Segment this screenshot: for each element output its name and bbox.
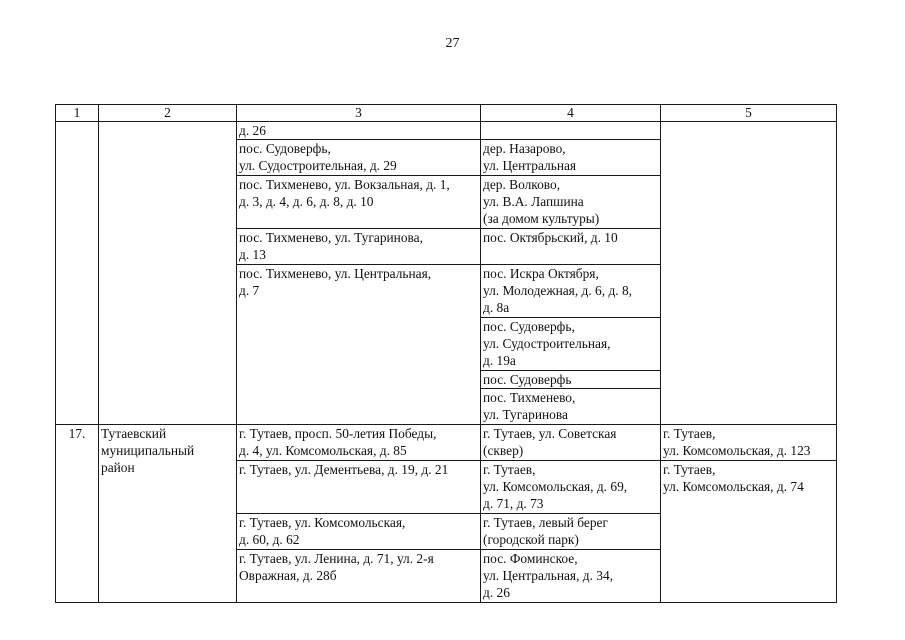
address-cell: пос. Тихменево, ул. Тугаринова, д. 13 <box>237 229 481 265</box>
address-cell: г. Тутаев, просп. 50-летия Победы, д. 4, ул. Комсомольская, д. 85 <box>237 425 481 461</box>
cont-num-cell <box>56 122 99 425</box>
address-cell: пос. Судоверфь, ул. Судостроительная, д. 29 <box>237 140 481 176</box>
header-col-2: 2 <box>99 105 237 122</box>
column-numbers-row <box>56 105 837 122</box>
location-cell: дер. Назарово, ул. Центральная <box>481 140 661 176</box>
cont-extra-cell <box>661 122 837 425</box>
address-cell: д. 26 <box>237 122 481 140</box>
location-cell: пос. Судоверфь <box>481 371 661 389</box>
table-row <box>56 122 837 140</box>
location-cell: пос. Фоминское, ул. Центральная, д. 34, д. 26 <box>481 550 661 603</box>
location-cell: пос. Тихменево, ул. Тугаринова <box>481 389 661 425</box>
location-cell: дер. Волково, ул. В.А. Лапшина (за домом культуры) <box>481 176 661 229</box>
address-cell: пос. Тихменево, ул. Центральная, д. 7 <box>237 265 481 425</box>
alt-location-cell: г. Тутаев, ул. Комсомольская, д. 123 <box>661 425 837 461</box>
header-col-3: 3 <box>237 105 481 122</box>
alt-location-cell: г. Тутаев, ул. Комсомольская, д. 74 <box>661 461 837 603</box>
district-number: 17. <box>56 425 99 603</box>
header-col-1: 1 <box>56 105 99 122</box>
address-cell: г. Тутаев, ул. Дементьева, д. 19, д. 21 <box>237 461 481 514</box>
header-col-5: 5 <box>661 105 837 122</box>
location-cell: пос. Судоверфь, ул. Судостроительная, д. 19а <box>481 318 661 371</box>
location-cell: г. Тутаев, левый берег (городской парк) <box>481 514 661 550</box>
location-cell: пос. Искра Октября, ул. Молодежная, д. 6, д. 8, д. 8а <box>481 265 661 318</box>
location-cell <box>481 122 661 140</box>
location-cell: пос. Октябрьский, д. 10 <box>481 229 661 265</box>
location-cell: г. Тутаев, ул. Советская (сквер) <box>481 425 661 461</box>
table-row <box>56 425 837 461</box>
district-name: Тутаевский муниципальный район <box>99 425 237 603</box>
addresses-table <box>55 104 837 603</box>
address-cell: пос. Тихменево, ул. Вокзальная, д. 1, д. 3, д. 4, д. 6, д. 8, д. 10 <box>237 176 481 229</box>
header-col-4: 4 <box>481 105 661 122</box>
location-cell: г. Тутаев, ул. Комсомольская, д. 69, д. 71, д. 73 <box>481 461 661 514</box>
address-cell: г. Тутаев, ул. Комсомольская, д. 60, д. 62 <box>237 514 481 550</box>
cont-district-cell <box>99 122 237 425</box>
page-number: 27 <box>445 36 460 51</box>
address-cell: г. Тутаев, ул. Ленина, д. 71, ул. 2-я Овражная, д. 28б <box>237 550 481 603</box>
